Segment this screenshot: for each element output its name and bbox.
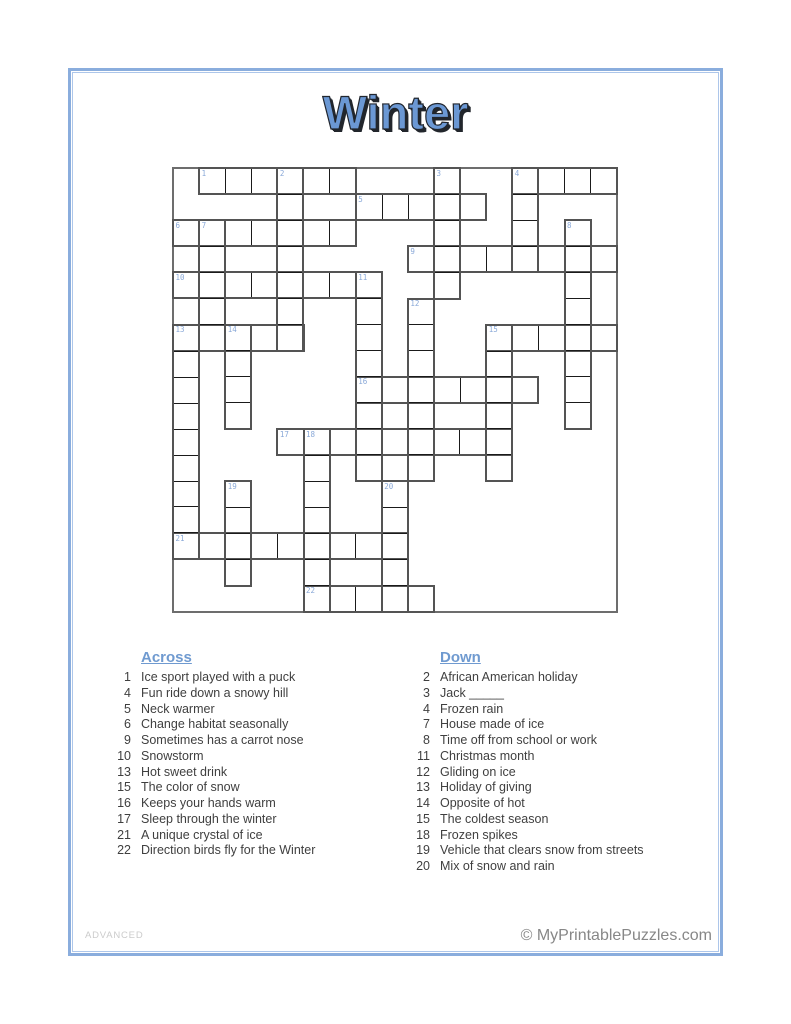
grid-cell xyxy=(330,587,356,611)
word-box-21-across xyxy=(172,532,409,560)
grid-cell xyxy=(461,247,487,271)
word-box-18-down xyxy=(303,428,331,613)
cell-number-10: 10 xyxy=(175,272,185,282)
grid-cell xyxy=(174,482,198,508)
grid-cell xyxy=(200,273,224,299)
word-box-7-down xyxy=(198,219,226,352)
clue-text: A unique crystal of ice xyxy=(141,827,263,842)
copyright-text: © MyPrintablePuzzles.com xyxy=(520,927,712,944)
grid-cell xyxy=(566,377,590,403)
grid-cell xyxy=(513,195,537,221)
clue-number: 22 xyxy=(117,843,131,858)
cell-number-3: 3 xyxy=(436,168,442,178)
grid-cell xyxy=(330,169,355,193)
grid-cell xyxy=(278,299,302,325)
word-box-8-down xyxy=(564,219,592,430)
grid-cell xyxy=(435,273,459,298)
clue-item xyxy=(406,702,716,718)
clue-number: 10 xyxy=(117,748,131,763)
grid-cell xyxy=(278,273,302,299)
clue-number: 16 xyxy=(117,796,131,810)
clue-number: 5 xyxy=(124,701,131,716)
clue-item xyxy=(107,828,402,844)
clue-number: 3 xyxy=(423,685,430,700)
clue-text: Frozen spikes xyxy=(440,827,518,842)
clue-item xyxy=(406,686,716,702)
grid-cell xyxy=(383,586,407,611)
cell-number-12: 12 xyxy=(410,299,420,308)
clue-item xyxy=(107,733,402,749)
clue-text: Mix of snow and rain xyxy=(440,859,555,873)
grid-cell xyxy=(487,352,511,378)
grid-cell xyxy=(305,482,329,508)
clue-text: Hot sweet drink xyxy=(141,764,228,779)
cell-number-8: 8 xyxy=(567,220,572,230)
clue-item xyxy=(406,859,716,875)
grid-cell xyxy=(226,377,250,403)
grid-cell xyxy=(357,325,381,351)
clue-text: Frozen rain xyxy=(440,701,504,716)
grid-cell xyxy=(409,403,433,429)
clue-number: 17 xyxy=(117,811,131,826)
cell-number-16: 16 xyxy=(358,377,368,387)
grid-cell xyxy=(512,378,537,402)
clue-number: 21 xyxy=(117,827,131,842)
grid-cell xyxy=(383,195,409,219)
grid-cell xyxy=(252,534,278,558)
grid-cell xyxy=(539,247,565,271)
clue-number: 20 xyxy=(416,859,430,873)
grid-cell xyxy=(304,273,330,297)
clue-text: African American holiday xyxy=(440,670,578,684)
cell-number-18: 18 xyxy=(306,429,316,439)
clue-text: Ice sport played with a puck xyxy=(141,670,296,684)
grid-cell xyxy=(330,273,356,297)
clue-item xyxy=(107,843,402,859)
grid-cell xyxy=(383,560,407,586)
grid-cell xyxy=(174,507,198,533)
clue-text: Christmas month xyxy=(440,748,535,763)
grid-cell xyxy=(487,455,511,480)
grid-cell xyxy=(487,429,511,455)
clue-text: Sometimes has a carrot nose xyxy=(141,733,304,747)
clue-number: 12 xyxy=(416,764,430,779)
clue-item xyxy=(107,686,402,702)
page-border xyxy=(68,68,723,956)
grid-cell xyxy=(305,456,329,482)
grid-cell xyxy=(305,534,329,560)
clue-text: The coldest season xyxy=(440,811,549,826)
word-box-4-down xyxy=(511,167,539,273)
grid-cell xyxy=(409,325,433,351)
grid-cell xyxy=(174,430,198,456)
clue-text: Holiday of giving xyxy=(440,780,532,795)
clue-text: Gliding on ice xyxy=(440,764,516,779)
grid-cell xyxy=(278,325,302,350)
grid-cell xyxy=(460,195,485,219)
word-box-3-down xyxy=(433,167,461,300)
grid-cell xyxy=(591,169,616,193)
grid-cell xyxy=(435,221,459,247)
clue-number: 15 xyxy=(117,780,131,795)
cell-number-7: 7 xyxy=(201,220,207,230)
grid-cell xyxy=(409,429,433,455)
clue-text: Sleep through the winter xyxy=(141,811,277,826)
clue-number: 11 xyxy=(417,748,430,763)
cell-number-2: 2 xyxy=(279,168,285,178)
word-box-19-down xyxy=(224,480,252,586)
clue-item xyxy=(406,828,716,844)
clue-number: 6 xyxy=(124,717,131,732)
clue-text: House made of ice xyxy=(440,717,545,732)
grid-cell xyxy=(226,560,250,585)
grid-cell xyxy=(460,430,486,454)
clue-number: 4 xyxy=(423,701,430,716)
grid-cell xyxy=(174,352,198,378)
clue-item xyxy=(406,717,716,733)
cell-number-15: 15 xyxy=(488,325,498,335)
clue-item xyxy=(406,670,716,686)
word-box-15-down xyxy=(485,324,513,483)
grid-cell xyxy=(226,508,250,534)
clue-number: 14 xyxy=(416,796,430,810)
clue-text: Time off from school or work xyxy=(440,733,597,747)
cell-number-17: 17 xyxy=(279,429,289,439)
grid-cell xyxy=(566,247,590,273)
clue-text: Jack _____ xyxy=(440,685,504,700)
grid-cell xyxy=(513,247,537,272)
clue-number: 4 xyxy=(124,685,131,700)
grid-cell xyxy=(305,508,329,534)
clue-text: The color of snow xyxy=(141,780,240,795)
clue-item xyxy=(107,717,402,733)
cell-number-5: 5 xyxy=(358,194,363,204)
clue-item xyxy=(406,843,716,859)
grid-cell xyxy=(591,247,616,271)
clue-text: Neck warmer xyxy=(141,701,215,716)
word-box-5-across xyxy=(355,193,488,221)
clue-item xyxy=(107,780,402,796)
cell-number-13: 13 xyxy=(175,325,185,335)
grid-cell xyxy=(435,247,459,273)
grid-cell xyxy=(383,508,407,534)
grid-cell xyxy=(330,430,356,454)
grid-cell xyxy=(226,351,250,377)
clue-text: Opposite of hot xyxy=(440,796,525,810)
grid-cell xyxy=(461,378,487,402)
clue-item xyxy=(107,670,402,686)
clue-number: 13 xyxy=(416,780,430,795)
grid-cell xyxy=(226,169,252,193)
clue-item xyxy=(406,780,716,796)
grid-cell xyxy=(356,587,382,611)
grid-cell xyxy=(383,534,407,560)
grid-cell xyxy=(200,299,224,325)
clue-item xyxy=(107,765,402,781)
clue-text: Keeps your hands warm xyxy=(141,796,276,810)
clue-item xyxy=(107,749,402,765)
grid-cell xyxy=(539,326,565,350)
grid-cell xyxy=(330,534,356,558)
grid-cell xyxy=(252,221,278,245)
grid-cell xyxy=(357,429,381,455)
grid-cell xyxy=(434,430,460,454)
grid-cell xyxy=(435,195,459,221)
cell-number-9: 9 xyxy=(410,246,415,256)
grid-cell xyxy=(566,351,590,377)
across-clue-list xyxy=(107,670,402,859)
grid-cell xyxy=(435,378,461,402)
clue-item xyxy=(406,749,716,765)
clue-number: 13 xyxy=(117,764,131,779)
clue-item xyxy=(406,796,716,812)
grid-cell xyxy=(408,587,433,611)
grid-cell xyxy=(226,273,252,297)
grid-cell xyxy=(200,247,224,273)
cell-number-14: 14 xyxy=(227,325,237,335)
grid-cell xyxy=(330,221,355,245)
cell-number-4: 4 xyxy=(514,168,520,178)
clue-number: 7 xyxy=(423,717,430,732)
grid-cell xyxy=(278,247,302,273)
word-box-20-down xyxy=(381,480,409,613)
crossword-grid xyxy=(173,168,617,612)
clue-number: 9 xyxy=(124,733,131,747)
grid-cell xyxy=(409,455,433,480)
grid-cell xyxy=(226,221,252,245)
grid-cell xyxy=(357,455,381,480)
grid-cell xyxy=(304,169,330,193)
grid-cell xyxy=(226,534,250,560)
word-box-12-down xyxy=(407,298,435,483)
across-heading: Across xyxy=(141,649,192,666)
clue-number: 18 xyxy=(416,827,430,842)
grid-cell xyxy=(278,195,302,221)
grid-cell xyxy=(200,325,224,350)
clue-item xyxy=(406,733,716,749)
grid-cell xyxy=(278,221,302,247)
grid-cell xyxy=(566,403,590,428)
cell-number-6: 6 xyxy=(175,220,181,230)
clue-text: Fun ride down a snowy hill xyxy=(141,685,289,700)
grid-cell xyxy=(409,351,433,377)
clue-item xyxy=(107,812,402,828)
grid-cell xyxy=(252,273,278,297)
cell-number-11: 11 xyxy=(358,272,368,282)
cell-number-20: 20 xyxy=(384,481,394,491)
grid-cell xyxy=(566,325,590,351)
cell-number-22: 22 xyxy=(306,586,316,596)
grid-cell xyxy=(278,534,304,558)
clue-item xyxy=(107,796,402,812)
grid-cell xyxy=(566,273,590,299)
cell-number-1: 1 xyxy=(201,168,207,178)
grid-cell xyxy=(356,534,382,558)
clue-number: 15 xyxy=(416,811,430,826)
grid-cell xyxy=(174,456,198,482)
clue-item xyxy=(107,702,402,718)
clue-number: 2 xyxy=(423,670,430,684)
clue-text: Direction birds fly for the Winter xyxy=(141,843,316,858)
grid-cell xyxy=(383,378,409,402)
grid-cell xyxy=(357,299,381,325)
word-box-13-down xyxy=(172,324,200,561)
grid-cell xyxy=(513,221,537,247)
difficulty-label: ADVANCED xyxy=(85,930,144,941)
clue-text: Vehicle that clears snow from streets xyxy=(440,843,644,858)
grid-cell xyxy=(513,326,539,350)
grid-cell xyxy=(487,377,511,403)
cell-number-19: 19 xyxy=(227,481,237,491)
grid-cell xyxy=(305,560,329,586)
grid-cell xyxy=(591,326,616,350)
word-box-2-down xyxy=(276,167,304,352)
grid-cell xyxy=(252,169,278,193)
cell-number-21: 21 xyxy=(175,533,185,543)
grid-cell xyxy=(487,247,513,271)
grid-cell xyxy=(174,378,198,404)
word-box-14-down xyxy=(224,324,252,430)
down-clues-section xyxy=(406,649,716,875)
across-clues-section xyxy=(107,649,402,859)
grid-cell xyxy=(357,351,381,377)
grid-cell xyxy=(357,403,381,429)
grid-cell xyxy=(174,404,198,430)
grid-cell xyxy=(252,326,278,350)
down-clue-list xyxy=(406,670,716,875)
grid-cell xyxy=(539,169,565,193)
grid-cell xyxy=(226,403,250,428)
clue-item xyxy=(406,812,716,828)
clue-number: 1 xyxy=(124,670,131,684)
grid-cell xyxy=(566,299,590,325)
grid-cell xyxy=(409,195,435,219)
clue-item xyxy=(406,765,716,781)
grid-cell xyxy=(487,403,511,429)
clue-text: Change habitat seasonally xyxy=(141,717,289,732)
grid-cell xyxy=(409,377,433,403)
clue-number: 8 xyxy=(423,733,430,747)
grid-cell xyxy=(382,430,408,454)
grid-cell xyxy=(304,221,330,245)
down-heading: Down xyxy=(440,649,481,666)
grid-cell xyxy=(200,534,226,558)
page-title: Winter xyxy=(322,86,469,139)
clue-text: Snowstorm xyxy=(141,748,204,763)
clue-number: 19 xyxy=(416,843,430,858)
grid-cell xyxy=(565,169,591,193)
